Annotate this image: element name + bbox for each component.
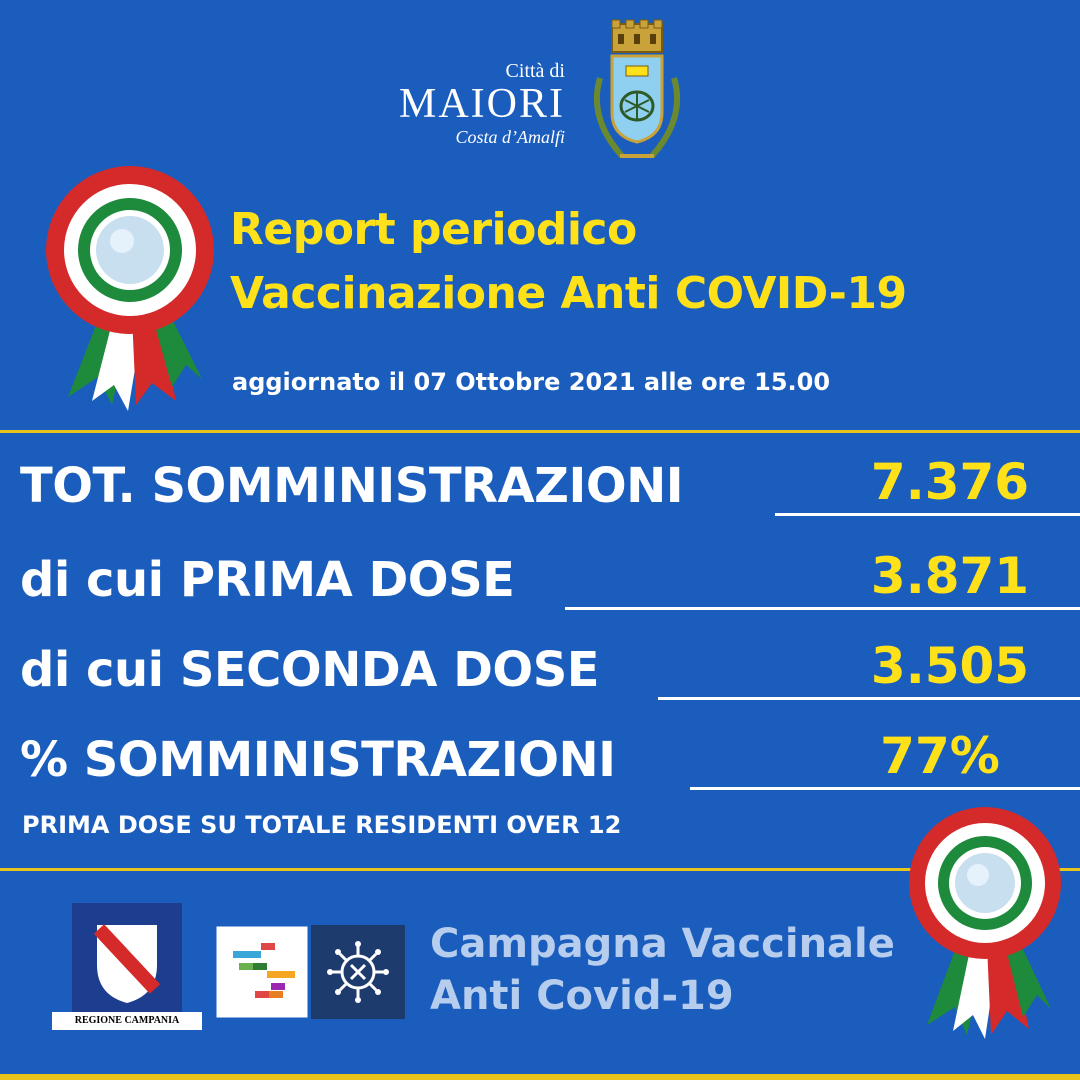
stat-underline	[565, 607, 1080, 610]
stat-value: 77%	[880, 727, 1000, 785]
stat-row-second-dose	[20, 630, 1080, 710]
stat-row-total	[20, 446, 1080, 526]
stat-value: 3.871	[870, 547, 1030, 605]
stat-value: 3.505	[870, 637, 1030, 695]
region-label: REGIONE CAMPANIA	[52, 1012, 202, 1030]
divider-footer	[0, 1074, 1080, 1080]
regione-campania-logo	[52, 903, 202, 1030]
title-line-2: Vaccinazione Anti COVID-19	[230, 268, 907, 319]
stat-value: 7.376	[870, 453, 1030, 511]
stat-underline	[690, 787, 1080, 790]
maiori-crest	[582, 18, 692, 170]
sinfonia-logo	[215, 925, 405, 1019]
italian-rosette-icon	[40, 165, 220, 415]
updated-timestamp: aggiornato il 07 Ottobre 2021 alle ore 15.00	[232, 368, 831, 396]
city-logo-text	[385, 60, 565, 148]
stat-row-percentage	[20, 720, 1080, 800]
campaign-line-2: Anti Covid-19	[430, 973, 734, 1019]
stat-label: di cui PRIMA DOSE	[20, 552, 515, 608]
stats-note: PRIMA DOSE SU TOTALE RESIDENTI OVER 12	[22, 811, 622, 839]
campaign-line-1: Campagna Vaccinale	[430, 921, 895, 967]
city-prefix: Città di	[505, 60, 565, 82]
stat-row-first-dose	[20, 540, 1080, 620]
title-line-1: Report periodico	[230, 204, 637, 255]
stat-underline	[658, 697, 1080, 700]
city-subtitle: Costa d’Amalfi	[455, 127, 565, 147]
stat-underline	[775, 513, 1080, 516]
stat-label: di cui SECONDA DOSE	[20, 642, 600, 698]
stat-label: TOT. SOMMINISTRAZIONI	[20, 458, 684, 514]
city-name: MAIORI	[399, 81, 565, 127]
campaign-title	[430, 918, 895, 1022]
italian-rosette-icon	[905, 805, 1065, 1040]
report-title	[230, 198, 907, 326]
stat-label: % SOMMINISTRAZIONI	[20, 732, 616, 788]
divider-top	[0, 430, 1080, 433]
